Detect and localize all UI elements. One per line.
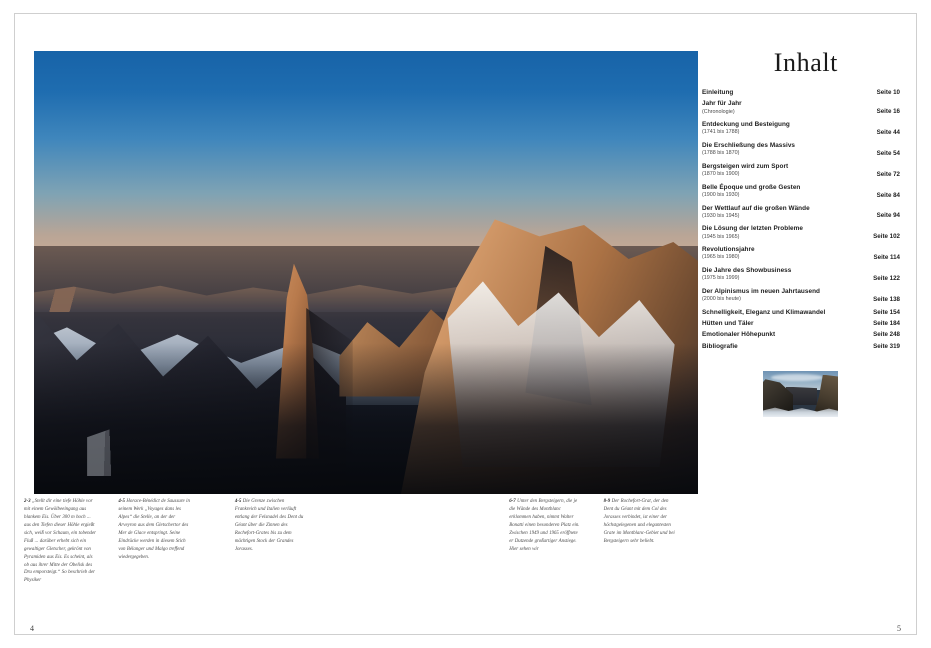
toc-entry-subtitle: (2000 bis heute) [702,296,741,303]
toc-entry-page: Seite 102 [873,233,900,241]
toc-entry-label: Emotionaler Höhepunkt [702,331,776,339]
caption-row [24,498,698,585]
folio-left: 4 [30,624,34,633]
folio-right: 5 [897,624,901,633]
toc-entry-label: Entdeckung und Besteigung [702,121,790,129]
toc-entry-text [702,120,790,137]
caption-text: Der Rochefort-Grat, der den Dent du Géant mit dem Col des Jorasses verbindet, ist einer der höchstgelegenen und elegantesten Grate im Montblanc-Gebiet und bei Bergsteigern sehr beliebt. [603,499,675,544]
toc-entry-label: Der Alpinismus im neuen Jahrtausend [702,287,820,295]
toc-entry-text [702,245,755,262]
toc-entry-alpinismus-neues-jahrtausend[interactable] [702,287,900,304]
caption-column [509,498,581,585]
toc-entry-text [702,224,803,241]
toc-entry-text [702,99,742,116]
toc-entry-page: Seite 319 [873,342,900,350]
toc-entry-subtitle: (1788 bis 1870) [702,150,740,157]
toc-entry-text [702,308,825,317]
toc-entry-belle-epoque[interactable] [702,183,900,200]
caption-text: Unter den Bergsteigern, die je die Wände des Montblanc erklommen haben, nimmt Walter Bonatti einen besonderen Platz ein. Zwischen 1949 und 1965 eröffnete er Dutzende großartiger Anstiege. Hier sehen wir [509,499,580,552]
toc-entry-text [702,342,738,351]
toc-entry-subtitle: (1870 bis 1900) [702,171,740,178]
toc-entry-label: Die Jahre des Showbusiness [702,267,792,275]
toc-entry-text [702,88,733,97]
thumbnail-photograph [763,371,838,417]
toc-entry-text [702,330,775,339]
toc-entry-subtitle: (1975 bis 1999) [702,275,740,282]
toc-entry-jahr-fuer-jahr[interactable] [702,99,900,116]
toc-entry-page: Seite 184 [873,320,900,328]
toc-entry-subtitle: (1930 bis 1945) [702,212,740,219]
toc-entry-label: Hütten und Täler [702,320,754,327]
toc-entry-page: Seite 84 [876,191,900,199]
toc-entry-label: Revolutionsjahre [702,246,755,254]
toc-entry-page: Seite 54 [876,149,900,157]
toc-entry-subtitle: (1965 bis 1980) [702,254,740,261]
caption-text: Die Grenze zwischen Frankreich und Italien verläuft entlang der Felsnadel des Dent du Géant über die Zinnen des Rochefort-Grates bis zu dem mächtigen Stock der Grandes Jorasses. [234,499,304,552]
toc-entry-label: Einleitung [702,89,734,96]
toc-entry-page: Seite 138 [873,295,900,303]
toc-entry-text [702,287,820,304]
toc-entry-text [702,183,800,200]
toc-entry-text [702,141,795,158]
toc-entry-subtitle: (1945 bis 1965) [702,233,740,240]
toc-entry-loesung-letzten-probleme[interactable] [702,224,900,241]
toc-entry-label: Der Wettlauf auf die großen Wände [702,204,810,212]
caption-column [24,498,96,585]
caption-column [604,498,676,585]
toc-entry-page: Seite 248 [873,331,900,339]
toc-entry-entdeckung-und-besteigung[interactable] [702,120,900,137]
toc-entry-page: Seite 16 [876,108,900,116]
toc-entry-label: Die Erschließung des Massivs [702,141,796,149]
table-of-contents [702,88,900,353]
toc-entry-erschliessung-des-massivs[interactable] [702,141,900,158]
toc-entry-page: Seite 154 [873,308,900,316]
toc-entry-emotionaler-hoehepunkt[interactable] [702,330,900,339]
toc-entry-label: Belle Époque und große Gesten [702,183,801,191]
toc-entry-revolutionsjahre[interactable] [702,245,900,262]
toc-entry-page: Seite 44 [876,128,900,136]
thumb-cloud [771,374,824,381]
toc-entry-subtitle: (1900 bis 1930) [702,191,740,198]
toc-entry-page: Seite 114 [873,254,900,262]
hero-photograph [34,51,698,494]
toc-entry-einleitung[interactable] [702,88,900,97]
toc-entry-wettlauf-grosse-waende[interactable] [702,204,900,221]
page-title: Inhalt [773,48,838,77]
toc-entry-schnelligkeit-eleganz-klimawandel[interactable] [702,308,900,317]
caption-column [235,498,307,585]
toc-entry-jahre-des-showbusiness[interactable] [702,266,900,283]
caption-number: 4-5 [234,499,242,504]
caption-number: 2-3 [24,499,31,504]
toc-entry-page: Seite 94 [876,212,900,220]
caption-text: „Stellt dir eine tiefe Höhle vor mit einem Gewölbeeingang aus blankem Eis. Über 300 m hoch ... aus den Tiefen dieser Höhle ergießt sich, weiß vor Schaum, ein tobender Fluß ... darüber erhebt sich ein gewaltiger Gletscher, gekrönt von Pyramiden aus Eis. Es scheint, als ob aus ihrer Mitte der Obelisk des Dru emporsteigt.“ So beschrieb der Physiker [24,499,97,584]
toc-entry-label: Bergsteigen wird zum Sport [702,162,789,170]
toc-entry-label: Bibliografie [702,342,738,350]
toc-entry-page: Seite 122 [873,274,900,282]
toc-entry-bergsteigen-wird-zum-sport[interactable] [702,162,900,179]
toc-entry-text [702,162,788,179]
toc-entry-text [702,319,754,328]
toc-entry-page: Seite 10 [876,89,900,97]
caption-column [118,498,190,585]
toc-entry-bibliografie[interactable] [702,342,900,351]
toc-entry-page: Seite 72 [876,170,900,178]
caption-number: 6-7 [509,499,516,504]
toc-entry-label: Schnelligkeit, Eleganz und Klimawandel [702,308,826,316]
toc-entry-subtitle: (Chronologie) [702,108,735,115]
toc-entry-huetten-und-taeler[interactable] [702,319,900,328]
toc-entry-label: Jahr für Jahr [702,100,742,108]
caption-number: 4-5 [118,499,125,504]
caption-number: 8-9 [603,499,611,504]
toc-entry-subtitle: (1741 bis 1788) [702,129,740,136]
toc-entry-text [702,266,791,283]
toc-entry-label: Die Lösung der letzten Probleme [702,225,803,233]
toc-entry-text [702,204,810,221]
caption-text: Horace-Bénédict de Saussure in seinem Werk „Voyages dans les Alpes“ die Stelle, an der der Arveyron aus dem Gletschertor des Mer de Glace entspringt. Seine Eindrücke werden in diesem Stich von Bélanger und Malgo treffend wiedergegeben. [118,499,190,560]
